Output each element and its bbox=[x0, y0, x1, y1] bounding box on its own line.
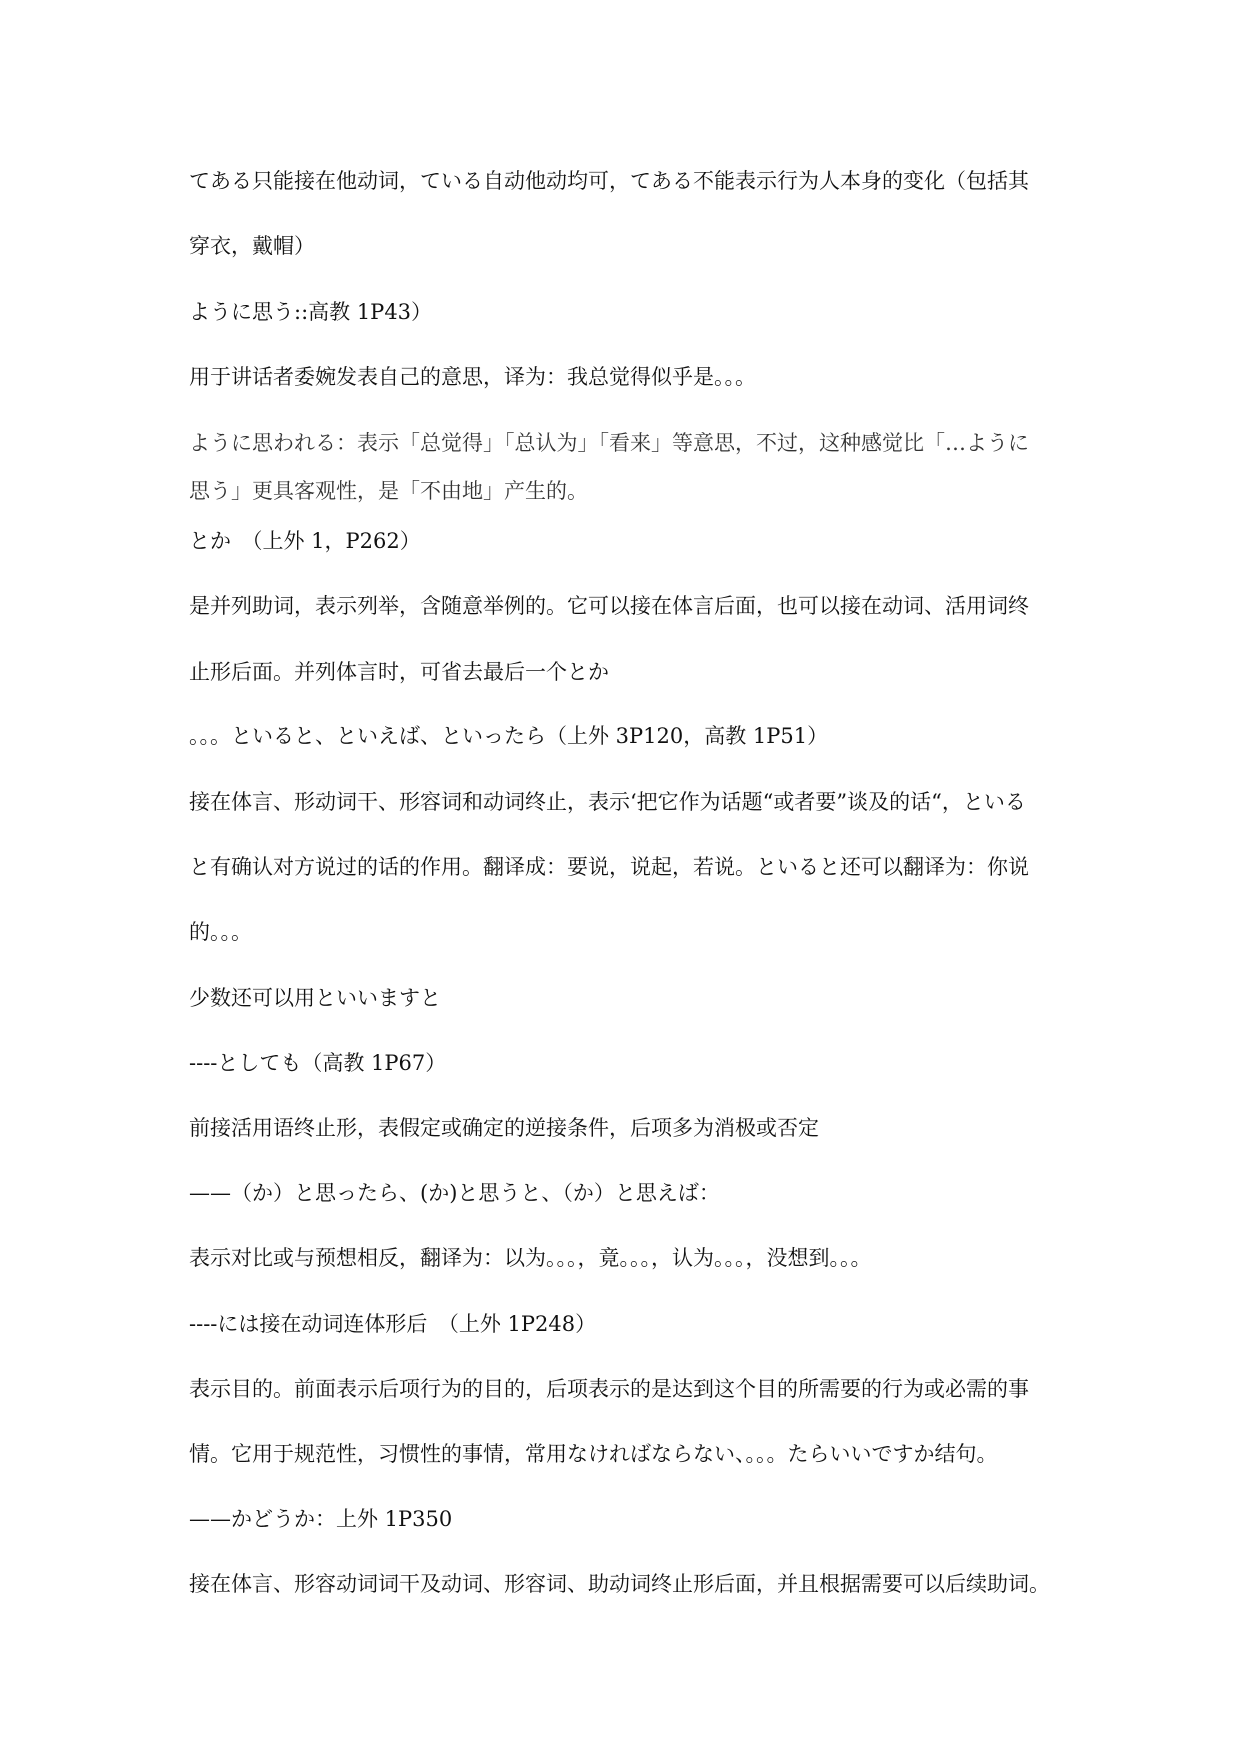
text-line: ように思われる：表示「总觉得」「总认为」「看来」等意思，不过，这种感觉比「…ように bbox=[189, 431, 1029, 455]
text-line: 接在体言、形动词干、形容词和动词终止，表示‘把它作为话题“或者要”谈及的话“，といる bbox=[189, 790, 1026, 814]
text-line: 止形后面。并列体言时，可省去最后一个とか bbox=[189, 660, 609, 684]
text-line: 。。。といると、といえば、といったら（上外 3P120，高教 1P51） bbox=[189, 724, 829, 748]
text-line: 的。。。 bbox=[189, 920, 252, 944]
text-line: 表示目的。前面表示后项行为的目的，后项表示的是达到这个目的所需要的行为或必需的事 bbox=[189, 1377, 1029, 1401]
text-line: ——（か）と思ったら、(か)と思うと、（か）と思えば： bbox=[189, 1181, 720, 1205]
text-line: 思う」更具客观性，是「不由地」产生的。 bbox=[189, 479, 588, 503]
text-line: 是并列助词，表示列举，含随意举例的。它可以接在体言后面，也可以接在动词、活用词终 bbox=[189, 594, 1029, 618]
text-line: 表示对比或与预想相反，翻译为：以为。。。，竟。。。，认为。。。，没想到。。。 bbox=[189, 1246, 872, 1270]
text-line: てある只能接在他动词，ている自动他动均可，てある不能表示行为人本身的变化（包括其 bbox=[189, 169, 1029, 193]
text-line: ----には接在动词连体形后 （上外 1P248） bbox=[189, 1312, 597, 1336]
text-line: と有确认对方说过的话的作用。翻译成：要说，说起，若说。といると还可以翻译为：你说 bbox=[189, 855, 1029, 879]
text-line: ように思う::高教 1P43） bbox=[189, 300, 433, 324]
text-line: 接在体言、形容动词词干及动词、形容词、助动词终止形后面，并且根据需要可以后续助词。 bbox=[189, 1572, 1050, 1596]
text-line: 情。它用于规范性，习惯性的事情，常用なければならない、。。。たらいいですか结句。 bbox=[189, 1442, 998, 1466]
text-line: 穿衣，戴帽） bbox=[189, 234, 315, 258]
text-line: ——かどうか：上外 1P350 bbox=[189, 1507, 453, 1531]
text-line: 用于讲话者委婉发表自己的意思，译为：我总觉得似乎是。。。 bbox=[189, 365, 756, 389]
text-line: 前接活用语终止形，表假定或确定的逆接条件，后项多为消极或否定 bbox=[189, 1116, 819, 1140]
text-line: ----としても（高教 1P67） bbox=[189, 1051, 447, 1075]
text-line: 少数还可以用といいますと bbox=[189, 986, 441, 1010]
text-line: とか （上外 1，P262） bbox=[189, 529, 421, 553]
